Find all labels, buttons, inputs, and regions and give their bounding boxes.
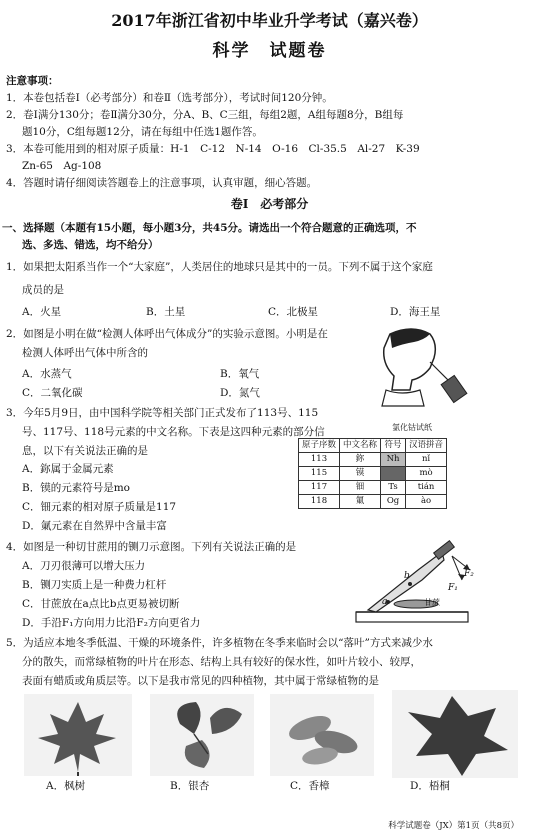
q4-fig-f2: F₂ <box>464 569 474 579</box>
q3-option-d: D．氭元素在自然界中含量丰富 <box>22 520 167 532</box>
q2-stem-cont: 检测人体呼出气体中所含的 <box>22 347 148 359</box>
table-header: 中文名称 <box>340 439 381 453</box>
notes-heading: 注意事项： <box>6 75 59 87</box>
camphor-leaf-icon <box>270 694 374 776</box>
q1-option-c: C．北极星 <box>268 306 319 318</box>
q5-photo-maple <box>24 694 132 776</box>
q3-element-table <box>298 438 447 509</box>
table-cell: Og <box>381 495 406 509</box>
q5-option-b: B．银杏 <box>170 780 210 792</box>
exam-title: 2017年浙江省初中毕业升学考试（嘉兴卷） <box>111 11 428 30</box>
table-cell: Nh <box>381 453 406 467</box>
q4-option-b: B．铡刀实质上是一种费力杠杆 <box>22 579 167 591</box>
q5-photo-parasol <box>392 690 518 778</box>
page-footer: 科学试题卷（JX）第1页（共8页） <box>388 820 519 831</box>
q4-option-d: D．手沿F₁方向用力比沿F₂方向更省力 <box>22 617 201 629</box>
q3-stem-cont1: 号、117号、118号元素的中文名称。下表是这四种元素的部分信 <box>22 426 325 438</box>
q3-option-c: C．钿元素的相对原子质量是117 <box>22 501 177 513</box>
q2-figure-breathing-test <box>372 324 468 424</box>
q3-option-a: A．鉨属于金属元素 <box>22 463 114 475</box>
table-cell: 钿 <box>340 481 381 495</box>
table-header: 符号 <box>381 439 406 453</box>
part1-instructions-cont: 选、多选、错选，均不给分） <box>22 239 159 251</box>
table-cell: 鉨 <box>340 453 381 467</box>
note-3-cont: Zn-65 Ag-108 <box>22 160 102 172</box>
q1-option-a: A．火星 <box>22 306 62 318</box>
exam-subtitle: 科学 试题卷 <box>212 41 327 61</box>
table-cell: Ts <box>381 481 406 495</box>
table-row <box>299 495 447 509</box>
q5-photo-ginkgo <box>150 694 254 776</box>
table-header: 汉语拼音 <box>406 439 447 453</box>
q4-figure-chopper <box>352 540 477 628</box>
table-cell: nǐ <box>406 453 447 467</box>
table-cell: 118 <box>299 495 340 509</box>
table-row <box>299 467 447 481</box>
q3-stem-cont2: 息，以下有关说法正确的是 <box>22 445 148 457</box>
section-title: 卷Ⅰ 必考部分 <box>230 197 309 211</box>
q1-option-d: D．海王星 <box>390 306 441 318</box>
table-row <box>299 481 447 495</box>
q2-option-c: C．二氧化碳 <box>22 387 83 399</box>
q5-photo-camphor <box>270 694 374 776</box>
parasol-leaf-icon <box>392 690 518 778</box>
table-cell: 镆 <box>340 467 381 481</box>
note-1: 1．本卷包括卷Ⅰ（必考部分）和卷Ⅱ（选考部分），考试时间120分钟。 <box>6 92 333 104</box>
q2-option-b: B．氧气 <box>220 368 260 380</box>
q2-option-a: A．水蒸气 <box>22 368 72 380</box>
q1-option-b: B．土星 <box>146 306 186 318</box>
q4-fig-f1: F₁ <box>448 583 458 593</box>
q5-stem-cont1: 分的散失，而常绿植物的叶片在形态、结构上具有较好的保水性，如叶片较小、较厚， <box>22 656 421 668</box>
q2-option-d: D．氮气 <box>220 387 260 399</box>
table-cell: 氭 <box>340 495 381 509</box>
note-2: 2．卷Ⅰ满分130分；卷Ⅱ满分30分，分A、B、C三组，每组2题，A组每题8分，B组每 <box>6 109 404 121</box>
q4-fig-point-b: b <box>404 571 410 581</box>
q2-stem: 2．如图是小明在做“检测人体呼出气体成分”的实验示意图。小明是在 <box>6 328 328 340</box>
table-cell: 115 <box>299 467 340 481</box>
table-cell: ào <box>406 495 447 509</box>
q1-stem: 1．如果把太阳系当作一个“大家庭”，人类居住的地球只是其中的一员。下列不属于这个家庭 <box>6 261 433 273</box>
q4-option-c: C．甘蔗放在a点比b点更易被切断 <box>22 598 180 610</box>
q2-figure-label: 氯化钴试纸 <box>392 423 432 432</box>
q1-stem-cont: 成员的是 <box>22 284 64 296</box>
q4-option-a: A．刀刃很薄可以增大压力 <box>22 560 146 572</box>
part1-instructions: 一、选择题（本题有15小题，每小题3分，共45分。请选出一个符合题意的正确选项，不 <box>2 222 417 234</box>
q4-fig-point-a: a <box>382 597 388 607</box>
table-cell: mò <box>406 467 447 481</box>
note-3: 3．本卷可能用到的相对原子质量：H-1 C-12 N-14 O-16 Cl-35.5 Al-27 K-39 <box>6 143 420 155</box>
q3-stem: 3．今年5月9日，由中国科学院等相关部门正式发布了113号、115 <box>6 407 319 419</box>
note-2-cont: 题10分，C组每题12分，请在每组中任选1题作答。 <box>22 126 263 138</box>
q5-option-d: D．梧桐 <box>410 780 450 792</box>
table-row <box>299 453 447 467</box>
q3-option-b: B．镆的元素符号是mo <box>22 482 130 494</box>
q5-stem: 5．为适应本地冬季低温、干燥的环境条件，许多植物在冬季来临时会以“落叶”方式来减少水 <box>6 637 433 649</box>
q5-option-a: A．枫树 <box>46 780 86 792</box>
table-cell: 117 <box>299 481 340 495</box>
table-cell: tián <box>406 481 447 495</box>
maple-leaf-icon <box>24 694 132 776</box>
note-4: 4．答题时请仔细阅读答题卷上的注意事项，认真审题，细心答题。 <box>6 177 318 189</box>
q5-option-c: C．香樟 <box>290 780 330 792</box>
table-cell <box>381 467 406 481</box>
q5-stem-cont2: 表面有蜡质或角质层等。以下是我市常见的四种植物，其中属于常绿植物的是 <box>22 675 379 687</box>
ginkgo-leaf-icon <box>150 694 254 776</box>
table-header-row <box>299 439 447 453</box>
q4-stem: 4．如图是一种切甘蔗用的铡刀示意图。下列有关说法正确的是 <box>6 541 297 553</box>
table-cell: 113 <box>299 453 340 467</box>
q4-fig-label: 甘蔗 <box>424 598 440 607</box>
table-header: 原子序数 <box>299 439 340 453</box>
